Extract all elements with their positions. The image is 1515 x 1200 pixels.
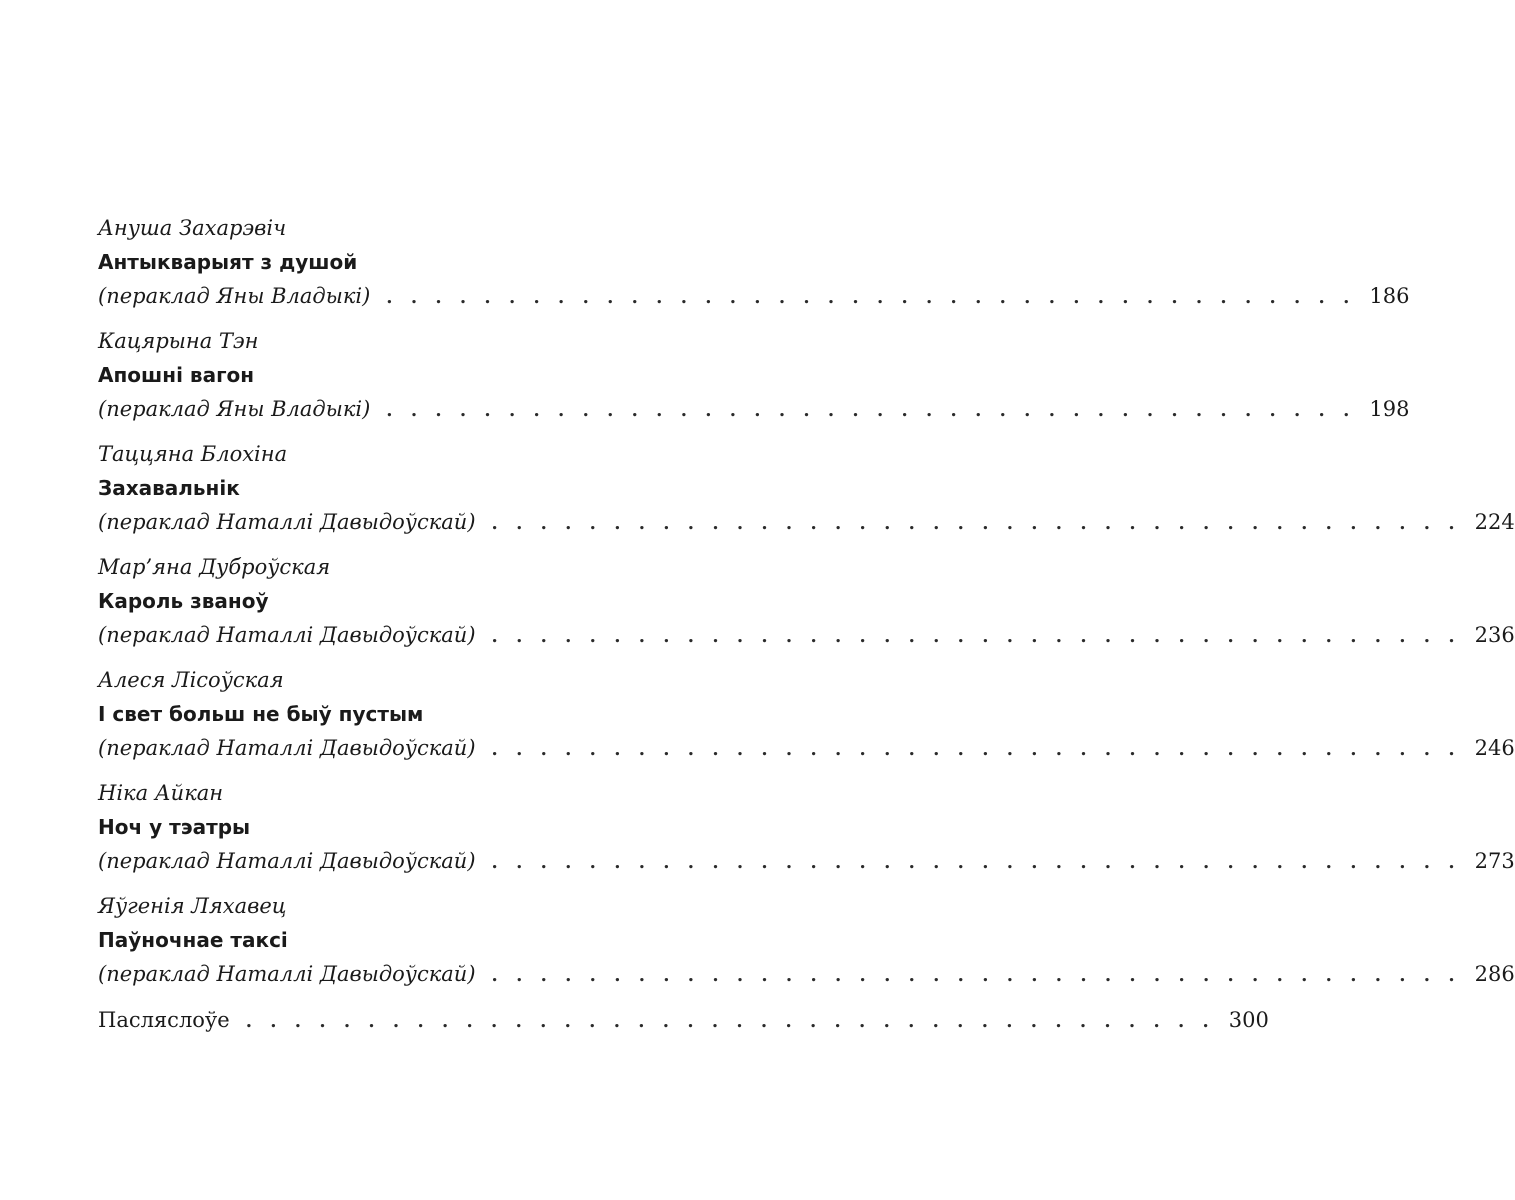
dot-leader: . . . . . . . . . . . . . . . . . . . . . . . . . . . . . . . . . . . . . . . . [491, 965, 1461, 986]
entry-page-number: 186 [1369, 284, 1410, 308]
toc-entry [98, 890, 1515, 991]
entry-page-line [98, 957, 1515, 991]
entry-author: Кацярына Тэн [98, 329, 259, 353]
entry-author: Мар’яна Дуброўская [98, 555, 331, 579]
entry-page-number: 246 [1474, 736, 1515, 760]
entry-title: Кароль званоў [98, 589, 269, 613]
entry-translator: (пераклад Яны Владыкі) [98, 284, 371, 308]
table-of-contents [98, 212, 1515, 1049]
entry-author: Ануша Захарэвіч [98, 216, 287, 240]
entry-page-line [98, 505, 1515, 539]
entry-translator: (пераклад Наталлі Давыдоўскай) [98, 962, 476, 986]
entry-page-line [98, 279, 1410, 313]
afterword-page-line [98, 1003, 1269, 1037]
entry-page-number: 286 [1474, 962, 1515, 986]
afterword-page-number: 300 [1228, 1008, 1269, 1032]
entry-author: Таццяна Блохіна [98, 442, 288, 466]
entry-translator: (пераклад Наталлі Давыдоўскай) [98, 849, 476, 873]
entry-title: І свет больш не быў пустым [98, 702, 424, 726]
entry-page-number: 224 [1474, 510, 1515, 534]
entry-title: Паўночнае таксі [98, 928, 288, 952]
toc-afterword [98, 1003, 1269, 1037]
afterword-title: Пасляслоўе [98, 1008, 230, 1032]
toc-entry [98, 212, 1410, 313]
dot-leader: . . . . . . . . . . . . . . . . . . . . . . . . . . . . . . . . . . . . . . . . [491, 626, 1461, 647]
entry-translator: (пераклад Наталлі Давыдоўскай) [98, 623, 476, 647]
toc-entry [98, 664, 1515, 765]
entry-author: Ніка Айкан [98, 781, 224, 805]
dot-leader: . . . . . . . . . . . . . . . . . . . . . . . . . . . . . . . . . . . . . . . . [491, 739, 1461, 760]
entry-page-number: 198 [1369, 397, 1410, 421]
entry-translator: (пераклад Яны Владыкі) [98, 397, 371, 421]
dot-leader: . . . . . . . . . . . . . . . . . . . . . . . . . . . . . . . . . . . . . . . . [491, 513, 1461, 534]
dot-leader: . . . . . . . . . . . . . . . . . . . . . . . . . . . . . . . . . . . . . . . . [491, 852, 1461, 873]
toc-entry [98, 777, 1515, 878]
entry-title: Ноч у тэатры [98, 815, 251, 839]
dot-leader: . . . . . . . . . . . . . . . . . . . . . . . . . . . . . . . . . . . . . . . . [386, 400, 1356, 421]
entry-translator: (пераклад Наталлі Давыдоўскай) [98, 510, 476, 534]
toc-entry [98, 551, 1515, 652]
dot-leader: . . . . . . . . . . . . . . . . . . . . . . . . . . . . . . . . . . . . . . . . [245, 1011, 1215, 1032]
entry-author: Алеся Лісоўская [98, 668, 284, 692]
entry-title: Антыкварыят з душой [98, 250, 358, 274]
entry-page-line [98, 844, 1515, 878]
entry-page-line [98, 392, 1410, 426]
entry-page-line [98, 731, 1515, 765]
entry-title: Апошні вагон [98, 363, 255, 387]
entry-translator: (пераклад Наталлі Давыдоўскай) [98, 736, 476, 760]
entry-author: Яўгенія Ляхавец [98, 894, 287, 918]
dot-leader: . . . . . . . . . . . . . . . . . . . . . . . . . . . . . . . . . . . . . . . . [386, 287, 1356, 308]
entry-page-number: 236 [1474, 623, 1515, 647]
entry-page-number: 273 [1474, 849, 1515, 873]
entry-title: Захавальнік [98, 476, 240, 500]
toc-entry [98, 438, 1515, 539]
toc-entry [98, 325, 1410, 426]
entry-page-line [98, 618, 1515, 652]
